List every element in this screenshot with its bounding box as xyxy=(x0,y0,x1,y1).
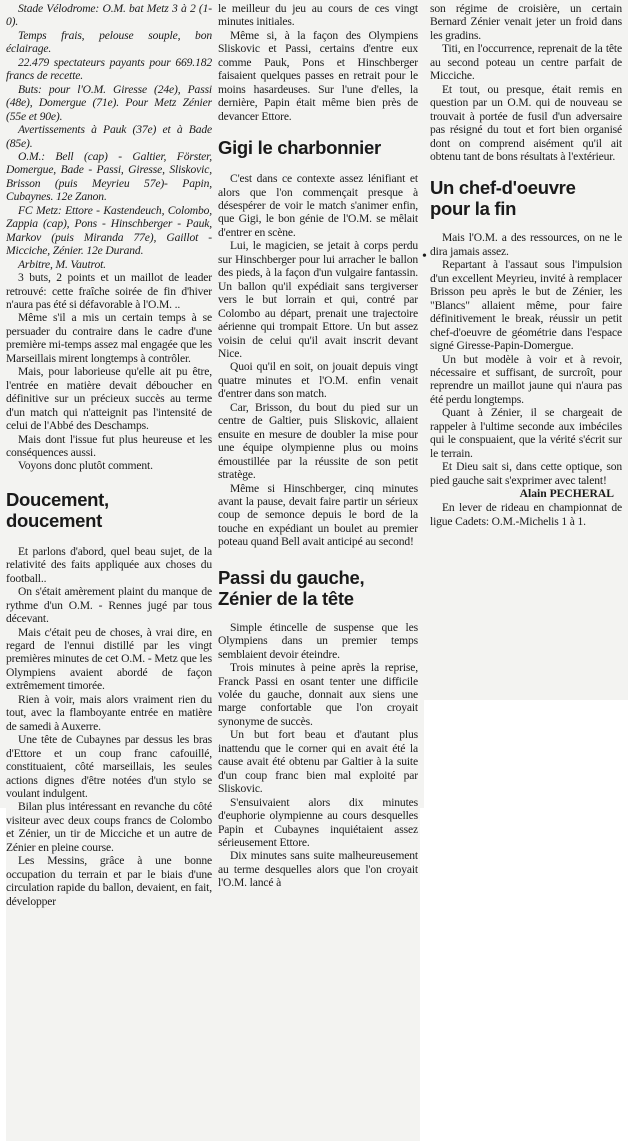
article-paragraph: le meilleur du jeu au cours de ces vingt minutes initiales. xyxy=(218,2,418,29)
article-paragraph: Mais l'O.M. a des ressources, on ne le dira jamais assez. xyxy=(430,231,622,258)
section-heading: Gigi le charbonnier xyxy=(218,137,381,159)
article-paragraph: Les Messins, grâce à une bonne occupation du terrain et par le biais d'une circulation rapide du ballon, devaient, en fait, développer xyxy=(6,854,212,908)
article-paragraph: Quoi qu'il en soit, on jouait depuis vingt quatre minutes et l'O.M. enfin venait d'entrer dans son match. xyxy=(218,360,418,401)
match-info-box xyxy=(6,2,212,271)
section-heading: Doucement, doucement xyxy=(6,488,109,531)
article-paragraph: Trois minutes à peine après la reprise, Franck Passi en osant tenter une difficile volée du gauche, donnait aux siens une marge confortable que l'on croyait synonyme de succès. xyxy=(218,661,418,728)
match-info-line: Stade Vélodrome: O.M. bat Metz 3 à 2 (1-0). xyxy=(6,2,212,29)
column-3 xyxy=(430,2,622,692)
article-paragraph: Même si Hinschberger, cinq minutes avant la pause, devait faire partir un sérieux coup de semonce depuis le bord de la touche en expédiant un boulet au premier poteau quand Bell avait anticipé au second! xyxy=(218,481,418,549)
article-paragraph: C'est dans ce contexte assez lénifiant et alors que l'on commençait presque à désespérer de voir le match s'animer enfin, que Gigi, le bon génie de l'O.M. se mêlait d'entrer en scène. xyxy=(218,172,418,239)
article-paragraph: Un but modèle à voir et à revoir, nécessaire et suffisant, de surcroît, pour reprendre un maillot jaune qui n'aura pas été perdu longtemps. xyxy=(430,352,622,406)
match-info-line: 22.479 spectateurs payants pour 669.182 francs de recette. xyxy=(6,55,212,83)
section-heading: Passi du gauche, Zénier de la tête xyxy=(218,566,365,609)
article-paragraph: Car, Brisson, du bout du pied sur un centre de Galtier, puis Sliskovic, allaient ensuite en mesure de doubler la mise pour une équipe olympienne plus ou moins émoustillée par la réussite de son petit stratège. xyxy=(218,400,418,482)
column-2 xyxy=(218,2,418,1127)
article-paragraph: Repartant à l'assaut sous l'impulsion d'un excellent Meyrieu, invité à remplacer Brisson peu après le but de Zénier, les "Blancs" allaient même, pour faire définitivement le break, réussir un petit chef-d'oeuvre de géométrie dans l'espace signé Giresse-Papin-Domergue. xyxy=(430,258,622,353)
match-info-line: Arbitre, M. Vautrot. xyxy=(18,257,106,271)
article-paragraph: Mais dont l'issue fut plus heureuse et les conséquences aussi. xyxy=(6,432,212,459)
match-info-line: Buts: pour l'O.M. Giresse (24e), Passi (48e), Domergue (71e). Pour Metz Zénier (55e et 90e). xyxy=(6,82,212,123)
article-paragraph: Et tout, ou presque, était remis en question par un O.M. qui de nouveau se trouvait à portée de fusil d'un adversaire pas résigné du tout et fort bien organisé dont on comprend aisément qu'il ait obtenu tant de bons résultats à l'extérieur. xyxy=(430,82,622,163)
article-paragraph: Une tête de Cubaynes par dessus les bras d'Ettore et un coup franc cafouillé, constituaient, côté marseillais, les seules actions dignes d'être notées d'un stylo se voulant indulgent. xyxy=(6,733,212,801)
article-paragraph: Voyons donc plutôt comment. xyxy=(18,459,153,473)
footnote: En lever de rideau en championnat de ligue Cadets: O.M.-Michelis 1 à 1. xyxy=(430,501,622,528)
match-info-line: Temps frais, pelouse souple, bon éclairage. xyxy=(6,28,212,56)
article-paragraph: Titi, en l'occurrence, reprenait de la tête au second poteau un centre parfait de Micciche. xyxy=(430,42,622,83)
article-paragraph: 3 buts, 2 points et un maillot de leader retrouvé: cette fraîche soirée de fin d'hiver n'aura pas été si défavorable à l'O.M. .. xyxy=(6,271,212,311)
article-paragraph: son régime de croisière, un certain Bernard Zénier venait jeter un froid dans les gradins. xyxy=(430,2,622,42)
article-paragraph: Dix minutes sans suite malheureusement au terme desquelles alors que l'on croyait l'O.M. lancé à xyxy=(218,849,418,890)
article-paragraph: Rien à voir, mais alors vraiment rien du tout, avec la flamboyante entrée en matière de samedi à Auxerre. xyxy=(6,692,212,733)
article-paragraph: Mais c'était peu de choses, à vrai dire, en regard de l'ennui distillé par les vingt premières minutes de cet O.M. - Metz que les Olympiens avaient abordé de façon extrêmement timorée. xyxy=(6,625,212,693)
match-info-line: FC Metz: Ettore - Kastendeuch, Colombo, Zappia (cap), Pons - Hinschberger - Pauk, Markov (puis Miranda 77e), Gaillot - Micciche, Zénier. 12e Durand. xyxy=(6,203,212,258)
author-signature: Alain PECHERAL xyxy=(519,487,614,501)
article-paragraph: Même s'il a mis un certain temps à se persuader du contraire dans le cadre d'une première mi-temps assez mal engagée que les Marseillais mirent longtemps à contrôler. xyxy=(6,311,212,365)
article-paragraph: On s'était amèrement plaint du manque de rythme d'un O.M. - Rennes jugé par tous décevant. xyxy=(6,585,212,626)
article-paragraph: Et Dieu sait si, dans cette optique, son pied gauche sait s'exprimer avec talent! xyxy=(430,460,622,487)
article-paragraph: Quant à Zénier, il se chargeait de rappeler à l'ultime seconde aux imbéciles qui le conspuaient, que la vérité s'écrit sur le terrain. xyxy=(430,406,622,460)
article-paragraph: Même si, à la façon des Olympiens Sliskovic et Passi, certains d'entre eux comme Pauk, Pons et Hinschberger faisaient quelques passes en retrait pour le moins hasardeuses. Sur l'une d'elles, la dernière, Papin était même bien près de devancer Ettore. xyxy=(218,28,418,123)
article-paragraph: Et parlons d'abord, quel beau sujet, de la relativité des faits appliquée aux choses du football.. xyxy=(6,544,212,585)
article-paragraph: Mais, pour laborieuse qu'elle ait pu être, l'entrée en matière devait déboucher en définitive sur un précieux succès au terme d'un match qui n'atteignit pas l'intensité de celui de l'Abbé des Deschamps. xyxy=(6,365,212,433)
article-paragraph: Un but fort beau et d'autant plus inattendu que le corner qui en avait été la cause avait été obtenu par Galtier à la suite d'un coup franc bien mal exploité par Sliskovic. xyxy=(218,728,418,796)
article-paragraph: Simple étincelle de suspense que les Olympiens dans un premier temps semblaient devoir éteindre. xyxy=(218,620,418,661)
section-heading: Un chef-d'oeuvre pour la fin xyxy=(430,177,576,220)
article-paragraph: S'ensuivaient alors dix minutes d'euphorie olympienne au cours desquelles Papin et Cubaynes inquiétaient assez sérieusement Ettore. xyxy=(218,795,418,850)
article-paragraph: Lui, le magicien, se jetait à corps perdu sur Hinschberger pour lui arracher le ballon des pieds, à la façon d'un vulgaire fantassin. Un ballon qu'il expédiait sans tergiverser vers le but lorrain et qui, contré par Colombo au départ, prenait une trajectoire aérienne qui trompait Ettore. Un but assez voisin de celui qu'il avait inscrit devant Nice. xyxy=(218,239,418,360)
match-info-line: Avertissements à Pauk (37e) et à Bade (85e). xyxy=(6,123,212,150)
match-info-line: O.M.: Bell (cap) - Galtier, Förster, Domergue, Bade - Passi, Giresse, Sliskovic, Brisson (puis Meyrieu 57e)- Papin, Cubaynes. 12e Zanon. xyxy=(6,149,212,204)
column-1 xyxy=(6,2,212,1127)
bullet-mark: • xyxy=(422,249,427,264)
article-paragraph: Bilan plus intéressant en revanche du côté visiteur avec deux coups francs de Colombo et Zénier, un tir de Micciche et un autre de Zénier en pleine course. xyxy=(6,800,212,854)
